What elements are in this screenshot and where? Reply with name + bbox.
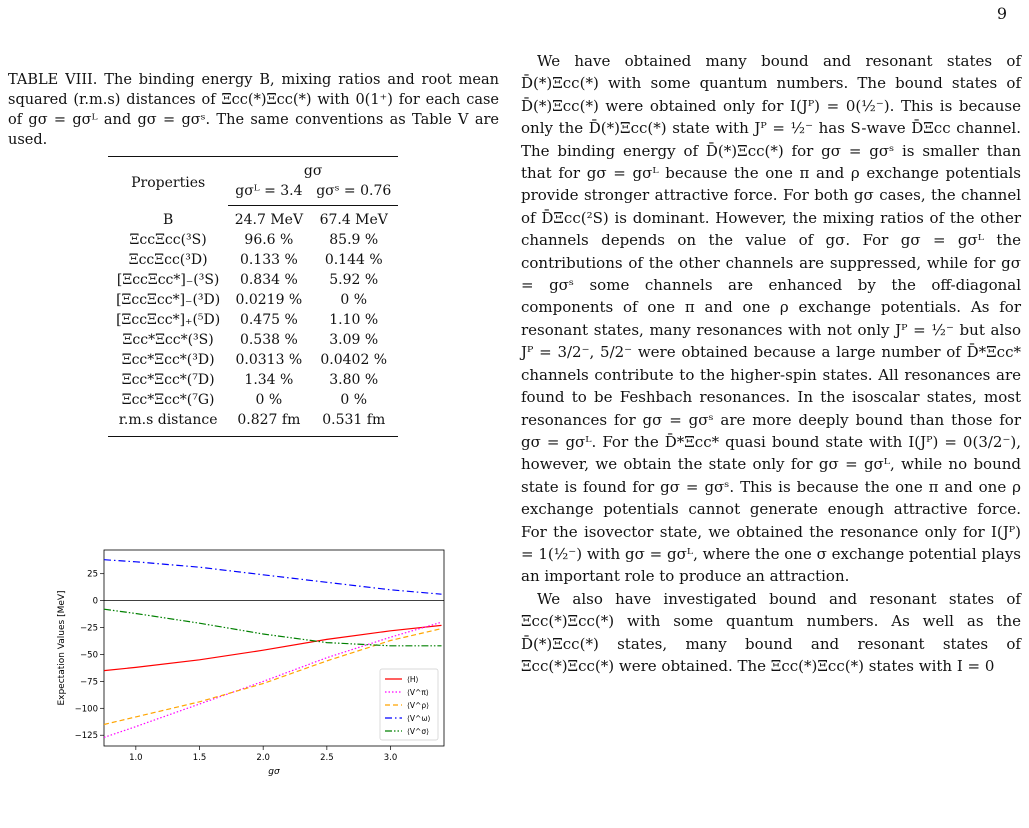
legend-label: ⟨V^σ⟩	[407, 727, 430, 736]
x-tick-label: 1.0	[129, 753, 143, 763]
table-cell-value: 0 %	[340, 392, 368, 408]
table-row	[108, 250, 398, 270]
y-tick-label: −75	[80, 677, 98, 688]
table-row	[108, 290, 398, 310]
x-tick-label: 2.0	[256, 753, 270, 763]
table-cell-value: 1.34 %	[244, 372, 294, 388]
table-cell-value: 96.6 %	[244, 232, 294, 248]
y-tick-label: 0	[92, 596, 98, 607]
series-line-0	[104, 625, 442, 670]
results-table	[108, 156, 398, 437]
expectation-values-chart	[52, 540, 452, 780]
table-row	[108, 350, 398, 370]
table-cell-value: 0.133 %	[239, 252, 298, 268]
x-axis-label: gσ	[268, 767, 280, 777]
table-cell-value: 0 %	[340, 292, 368, 308]
table-cell-value: 0.834 %	[239, 272, 298, 288]
table-cell-value: 5.92 %	[329, 272, 379, 288]
table-cell-property: Ξcc*Ξcc*(³D)	[121, 352, 215, 368]
table-cell-value: 0 %	[255, 392, 283, 408]
table-cell-property: ΞccΞcc(³S)	[129, 232, 207, 248]
header-col-large: gσᴸ = 3.4	[228, 181, 309, 206]
table-cell-value: 3.80 %	[329, 372, 379, 388]
table-row	[108, 230, 398, 250]
table-row	[108, 390, 398, 410]
header-g-sigma: gσ	[228, 157, 398, 182]
table-cell-property: r.m.s distance	[108, 410, 228, 437]
table-row	[108, 330, 398, 350]
table-cell-value: 3.09 %	[329, 332, 379, 348]
legend-label: ⟨V^ω⟩	[407, 714, 431, 723]
table-caption: TABLE VIII. The binding energy B, mixing ratios and root mean squared (r.m.s) distances of Ξcc(*)Ξcc(*) with 0(1⁺) for each case of gσ = gσᴸ and gσ = gσˢ. The same conventions as Table V are used.	[8, 72, 499, 148]
table-cell-property: B	[162, 211, 174, 228]
table-cell-value: 0.0313 %	[235, 352, 303, 368]
table-cell-property: [ΞccΞcc*]₋(³D)	[116, 292, 221, 308]
body-text	[521, 50, 1021, 677]
header-col-small: gσˢ = 0.76	[309, 181, 398, 206]
y-tick-label: 25	[87, 569, 98, 580]
table-cell-value: 0.827 fm	[228, 410, 309, 437]
table-cell-property: [ΞccΞcc*]₊(⁵D)	[116, 312, 221, 328]
table-cell-property: Ξcc*Ξcc*(⁷D)	[121, 372, 215, 388]
expectation-values-figure	[52, 540, 452, 780]
y-tick-label: −100	[74, 704, 98, 715]
table-cell-property: ΞccΞcc(³D)	[128, 252, 208, 268]
table-row	[108, 206, 398, 231]
legend-label: ⟨H⟩	[407, 675, 419, 684]
table-cell-value: 85.9 %	[329, 232, 379, 248]
paragraph: We also have investigated bound and resonant states of Ξcc(*)Ξcc(*) with some quantum numbers. As well as the D̄(*)Ξcc(*) states, many bound and resonant states of Ξcc(*)Ξcc(*) were obtained. The Ξcc(*)Ξcc(*) states with I = 0	[521, 589, 1021, 675]
table-cell-value: 0.0402 %	[320, 352, 388, 368]
paragraph: We have obtained many bound and resonant states of D̄(*)Ξcc(*) with some quantum numbers. The bound states of D̄(*)Ξcc(*) were obtained only for I(Jᴾ) = 0(½⁻). This is because only the D̄(*)Ξcc(*) state with Jᴾ = ½⁻ has S-wave D̄Ξcc channel. The binding energy of D̄(*)Ξcc(*) for gσ = gσˢ is smaller than that for gσ = gσᴸ because the one π and ρ exchange potentials provide stronger attractive force. For both gσ cases, the channel of D̄Ξcc(²S) is dominant. However, the mixing ratios of the other channels depends on the value of gσ. For gσ = gσᴸ the contributions of the other channels are suppressed, while for gσ = gσˢ some channels are enhanced by the off-diagonal components of one π and one ρ exchange potentials. As for resonant states, many resonances with not only Jᴾ = ½⁻ but also Jᴾ = 3/2⁻, 5/2⁻ were obtained because a large number of D̄*Ξcc* channels contribute to the higher-spin states. All resonances are found to be Feshbach resonances. In the isoscalar states, most resonances for gσ = gσˢ are more deeply bound than those for gσ = gσᴸ. For the D̄*Ξcc* quasi bound state with I(Jᴾ) = 0(3/2⁻), however, we obtain the state only for gσ = gσᴸ, while no bound state is found for gσ = gσˢ. This is because the one π and one ρ exchange potentials cannot generate enough attractive force. For the isovector state, we obtained the resonance only for I(Jᴾ) = 1(½⁻) with gσ = gσᴸ, where the one σ exchange potential plays an important role to produce an attraction.	[521, 52, 1021, 586]
table-row	[108, 410, 398, 437]
y-tick-label: −125	[74, 731, 98, 742]
table-cell-value: 1.10 %	[329, 312, 379, 328]
table-cell-property: [ΞccΞcc*]₋(³S)	[116, 272, 220, 288]
table-cell-value: 0.475 %	[239, 312, 298, 328]
table-cell-value: 67.4 MeV	[319, 212, 388, 228]
y-tick-label: −50	[80, 650, 98, 661]
page-number: 9	[996, 4, 1007, 23]
table-cell-value: 24.7 MeV	[234, 212, 304, 228]
legend-label: ⟨V^π⟩	[407, 688, 429, 697]
table-cell-value: 0.144 %	[324, 252, 383, 268]
table-row	[108, 270, 398, 290]
table-cell-value: 0.0219 %	[235, 292, 303, 308]
x-tick-label: 3.0	[383, 753, 398, 763]
x-tick-label: 1.5	[192, 753, 207, 763]
table-row	[108, 310, 398, 330]
y-tick-label: −25	[80, 623, 98, 634]
table-cell-value: 0.531 fm	[309, 410, 398, 437]
legend-label: ⟨V^ρ⟩	[407, 701, 430, 710]
table-cell-property: Ξcc*Ξcc*(⁷G)	[121, 392, 215, 408]
x-tick-label: 2.5	[320, 753, 334, 763]
table-cell-value: 0.538 %	[239, 332, 298, 348]
series-line-3	[104, 560, 442, 595]
header-properties: Properties	[108, 157, 228, 206]
table-row	[108, 370, 398, 390]
table-cell-property: Ξcc*Ξcc*(³S)	[122, 332, 214, 348]
y-axis-label: Expectation Values [MeV]	[57, 590, 67, 706]
